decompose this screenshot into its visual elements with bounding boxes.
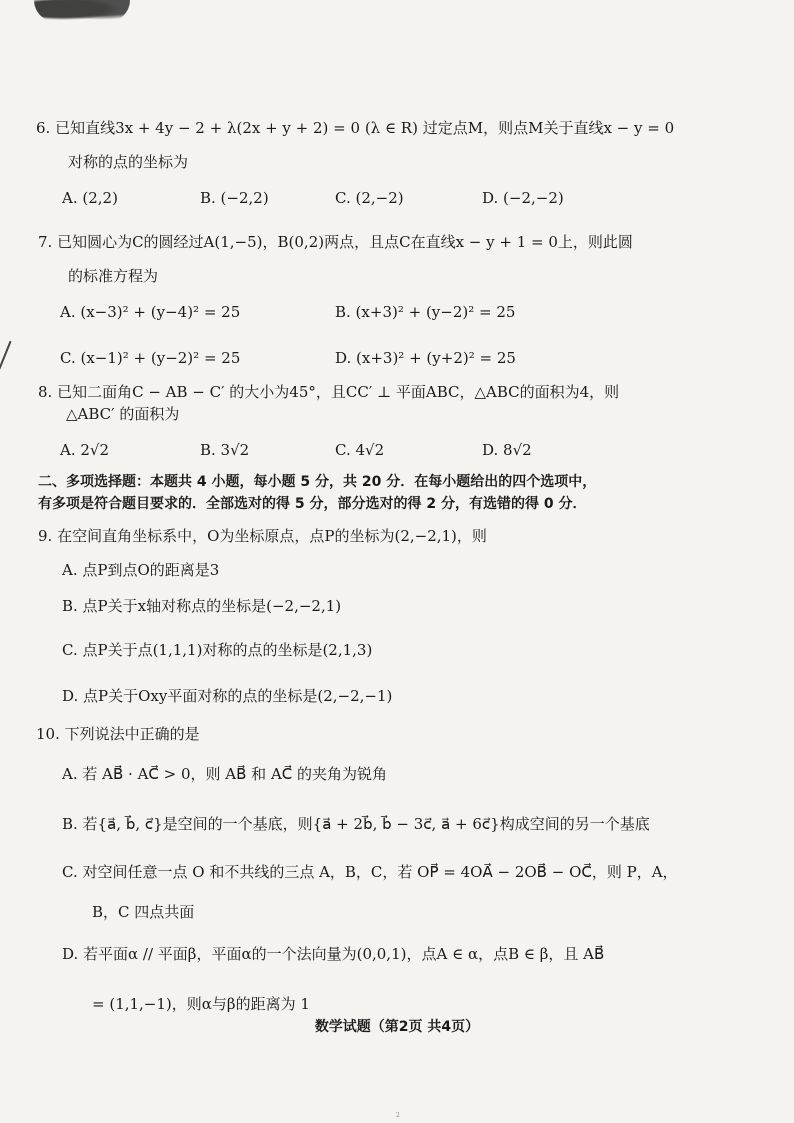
- q10-stem: 10. 下列说法中正确的是: [36, 725, 200, 743]
- q10-option-a: A. 若 AB⃗ · AC⃗ > 0，则 AB⃗ 和 AC⃗ 的夹角为锐角: [62, 765, 388, 783]
- q9-option-a: A. 点P到点O的距离是3: [62, 561, 220, 579]
- q7-option-a: A. (x−3)² + (y−4)² = 25: [60, 303, 241, 321]
- q6-stem-line1: 6. 已知直线3x + 4y − 2 + λ(2x + y + 2) = 0 (λ ∈ R) 过定点M，则点M关于直线x − y = 0: [36, 119, 675, 137]
- q7-option-d: D. (x+3)² + (y+2)² = 25: [335, 349, 516, 367]
- q8-option-c: C. 4√2: [335, 441, 385, 459]
- corner-mark: 2: [396, 1112, 400, 1119]
- q8-option-a: A. 2√2: [60, 441, 110, 459]
- q8-option-b: B. 3√2: [200, 441, 250, 459]
- q7-stem-line2: 的标准方程为: [68, 267, 159, 285]
- q6-option-d: D. (−2,−2): [482, 189, 564, 207]
- q6-option-b: B. (−2,2): [200, 189, 269, 207]
- q10-option-c-line2: B，C 四点共面: [92, 903, 195, 921]
- q6-option-a: A. (2,2): [62, 189, 118, 207]
- section2-heading-line2: 有多项是符合题目要求的．全部选对的得 5 分，部分选对的得 2 分，有选错的得 0 分．: [38, 496, 587, 512]
- q9-stem: 9. 在空间直角坐标系中，O为坐标原点，点P的坐标为(2,−2,1)，则: [38, 527, 487, 545]
- q10-option-c-line1: C. 对空间任意一点 O 和不共线的三点 A，B，C，若 OP⃗ = 4OA⃗ − 2OB⃗ − OC⃗，则 P，A，: [62, 863, 678, 881]
- ink-smudge: [34, 0, 130, 22]
- q9-option-b: B. 点P关于x轴对称点的坐标是(−2,−2,1): [62, 597, 342, 615]
- q7-option-c: C. (x−1)² + (y−2)² = 25: [60, 349, 241, 367]
- q8-option-d: D. 8√2: [482, 441, 532, 459]
- q8-stem-line1: 8. 已知二面角C − AB − C′ 的大小为45°，且CC′ ⊥ 平面ABC，△ABC的面积为4，则: [38, 383, 620, 401]
- q9-option-d: D. 点P关于Oxy平面对称的点的坐标是(2,−2,−1): [62, 687, 393, 705]
- q10-option-d-line2: = (1,1,−1)，则α与β的距离为 1: [92, 995, 310, 1013]
- q10-option-b: B. 若{a⃗, b⃗, c⃗}是空间的一个基底，则{a⃗ + 2b⃗, b⃗ − 3c⃗, a⃗ + 6c⃗}构成空间的另一个基底: [62, 815, 650, 833]
- q6-option-c: C. (2,−2): [335, 189, 404, 207]
- q6-stem-line2: 对称的点的坐标为: [68, 153, 189, 171]
- scan-mark: [0, 341, 12, 370]
- q10-option-d-line1: D. 若平面α // 平面β，平面α的一个法向量为(0,0,1)，点A ∈ α，点B ∈ β，且 AB⃗: [62, 945, 605, 963]
- section2-heading-line1: 二、多项选择题：本题共 4 小题，每小题 5 分，共 20 分．在每小题给出的四个选项中，: [38, 474, 597, 490]
- q9-option-c: C. 点P关于点(1,1,1)对称的点的坐标是(2,1,3): [62, 641, 373, 659]
- page-footer: 数学试题（第2页 共4页）: [314, 1019, 480, 1035]
- q7-stem-line1: 7. 已知圆心为C的圆经过A(1,−5)，B(0,2)两点，且点C在直线x − y + 1 = 0上，则此圆: [38, 233, 633, 251]
- q8-stem-line2: △ABC′ 的面积为: [66, 405, 180, 423]
- q7-option-b: B. (x+3)² + (y−2)² = 25: [335, 303, 516, 321]
